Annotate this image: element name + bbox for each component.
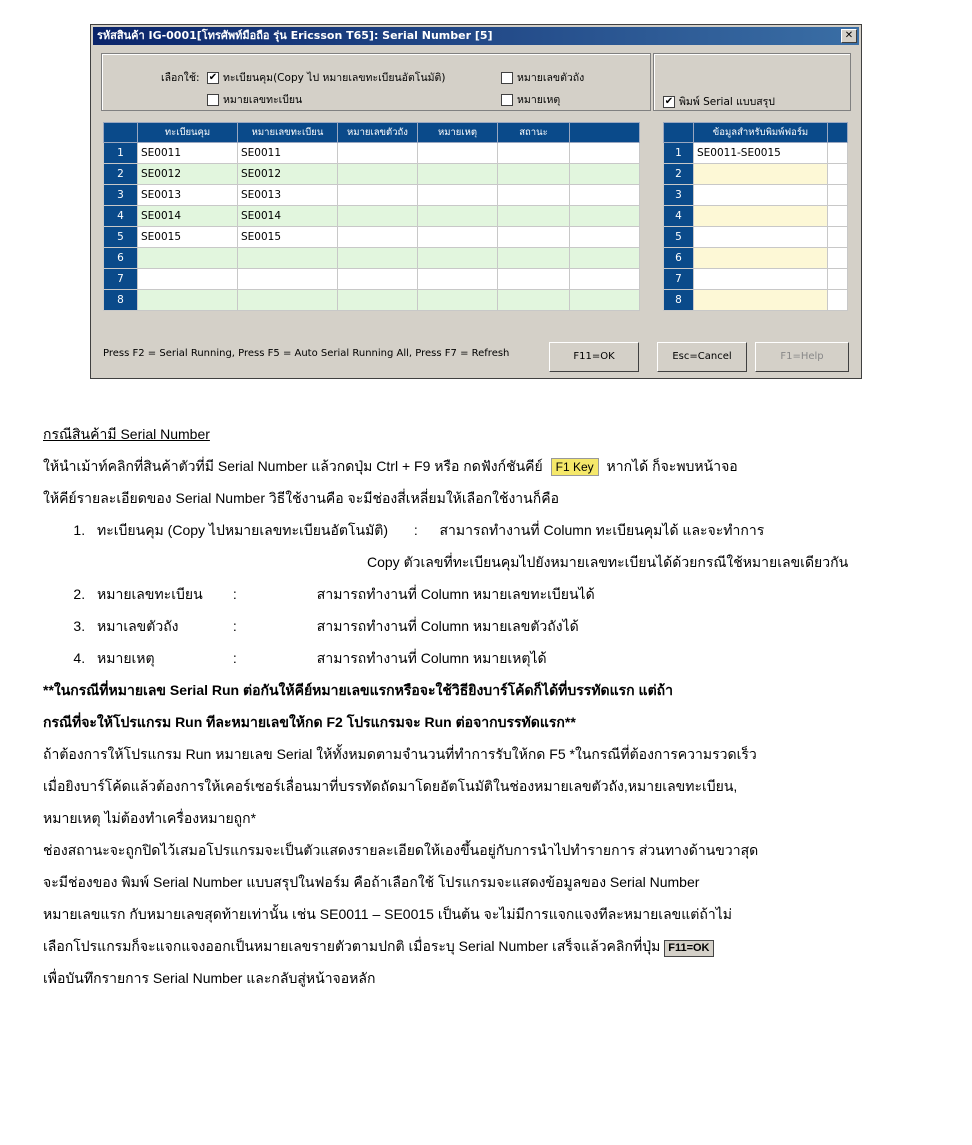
print-header-label[interactable]: ข้อมูลสำหรับพิมพ์ฟอร์ม xyxy=(694,123,828,143)
row-number: 6 xyxy=(104,248,138,269)
print-extra-cell xyxy=(828,290,848,311)
status-cell xyxy=(498,164,570,185)
print-extra-cell xyxy=(828,164,848,185)
grid-header-remark[interactable]: หมายเหตุ xyxy=(418,123,498,143)
list-item[interactable] xyxy=(664,185,848,206)
item-name: หมายเลขทะเบียน xyxy=(97,586,203,602)
reg-no-checkbox[interactable] xyxy=(207,91,302,108)
status-cell xyxy=(498,206,570,227)
reg-copy-label: ทะเบียนคุม(Copy ไป หมายเลขทะเบียนอัตโนมัติ) xyxy=(223,72,446,84)
select-label: เลือกใช้: xyxy=(161,72,200,84)
intro-paragraph xyxy=(43,450,938,482)
extra-cell xyxy=(570,227,640,248)
regno-cell[interactable]: SE0015 xyxy=(238,227,338,248)
item-name: ทะเบียนคุม (Copy ไปหมายเลขทะเบียนอัตโนมัติ) xyxy=(97,522,389,538)
regno-cell[interactable] xyxy=(238,269,338,290)
extra-cell xyxy=(570,248,640,269)
boxno-cell[interactable] xyxy=(338,269,418,290)
item-separator: : xyxy=(232,618,237,634)
table-row[interactable] xyxy=(104,143,640,164)
print-header-rownum xyxy=(664,123,694,143)
remark-cell[interactable] xyxy=(418,290,498,311)
print-cell[interactable] xyxy=(694,269,828,290)
status-cell xyxy=(498,185,570,206)
paragraph-line: หมายเหตุ ไม่ต้องทำเครื่องหมายถูก* xyxy=(43,810,257,826)
remark-cell[interactable] xyxy=(418,206,498,227)
status-hint: Press F2 = Serial Running, Press F5 = Auto Serial Running All, Press F7 = Refresh xyxy=(103,348,510,359)
paragraph-line: เมื่อยิงบาร์โค้ดแล้วต้องการให้เคอร์เซอร์เลื่อนมาที่บรรทัดถัดมาโดยอัตโนมัติในช่องหมายเลขตัวถัง,หมายเลขทะเบียน, xyxy=(43,778,738,794)
boxno-cell[interactable] xyxy=(338,164,418,185)
table-row[interactable] xyxy=(104,290,640,311)
row-number: 4 xyxy=(664,206,694,227)
paragraph-line: จะมีช่องของ พิมพ์ Serial Number แบบสรุปในฟอร์ม คือถ้าเลือกใช้ โปรแกรมจะแสดงข้อมูลของ Serial Number xyxy=(43,874,700,890)
paragraph-line: ถ้าต้องการให้โปรแกรม Run หมายเลข Serial ให้ทั้งหมดตามจำนวนที่ทำการรับให้กด F5 *ในกรณีที่ต้องการความรวดเร็ว xyxy=(43,746,757,762)
help-button[interactable]: F1=Help xyxy=(755,342,849,372)
regno-cell[interactable]: SE0012 xyxy=(238,164,338,185)
row-number: 2 xyxy=(664,164,694,185)
list-item[interactable] xyxy=(664,143,848,164)
remark-cell[interactable] xyxy=(418,185,498,206)
list-item xyxy=(89,610,938,642)
row-number: 8 xyxy=(104,290,138,311)
remark-cell[interactable] xyxy=(418,164,498,185)
serial-number-dialog xyxy=(90,24,862,379)
box-no-checkbox[interactable] xyxy=(501,69,584,86)
extra-cell xyxy=(570,206,640,227)
print-extra-cell xyxy=(828,269,848,290)
list-item xyxy=(89,642,938,674)
checkbox-box xyxy=(501,94,513,106)
print-summary-checkbox[interactable] xyxy=(663,93,775,110)
table-row[interactable] xyxy=(104,227,640,248)
checkbox-box: ✔ xyxy=(208,71,218,83)
regno-cell[interactable] xyxy=(238,290,338,311)
serial-grid xyxy=(103,122,640,311)
print-header-row xyxy=(664,123,848,143)
paragraph-line: เพื่อบันทึกรายการ Serial Number และกลับสู่หน้าจอหลัก xyxy=(43,970,376,986)
grid-header-reg[interactable]: ทะเบียนคุม xyxy=(138,123,238,143)
regno-cell[interactable]: SE0014 xyxy=(238,206,338,227)
paragraph-text: เลือกโปรแกรมก็จะแจกแจงออกเป็นหมายเลขรายตัวตามปกติ เมื่อระบุ Serial Number เสร็จแล้วคลิกที่ปุ่ม xyxy=(43,938,661,954)
print-cell[interactable] xyxy=(694,290,828,311)
reg-cell[interactable] xyxy=(138,248,238,269)
boxno-cell[interactable] xyxy=(338,227,418,248)
section-heading: กรณีสินค้ามี Serial Number xyxy=(43,426,210,442)
status-cell xyxy=(498,269,570,290)
f1-key-icon: F1 Key xyxy=(551,458,599,476)
reg-cell[interactable]: SE0014 xyxy=(138,206,238,227)
print-cell[interactable] xyxy=(694,227,828,248)
list-item xyxy=(89,514,938,546)
row-number: 8 xyxy=(664,290,694,311)
list-item[interactable] xyxy=(664,290,848,311)
reg-cell[interactable]: SE0013 xyxy=(138,185,238,206)
grid-header-extra xyxy=(570,123,640,143)
boxno-cell[interactable] xyxy=(338,290,418,311)
intro-text-a: ให้นำเม้าท์คลิกที่สินค้าตัวที่มี Serial Number แล้วกดปุ่ม Ctrl + F9 หรือ กดฟังก์ชันคีย์ xyxy=(43,458,543,474)
table-row[interactable] xyxy=(104,185,640,206)
status-cell xyxy=(498,143,570,164)
extra-cell xyxy=(570,164,640,185)
remark-cell[interactable] xyxy=(418,269,498,290)
ok-button[interactable]: F11=OK xyxy=(549,342,639,372)
print-cell[interactable] xyxy=(694,206,828,227)
extra-cell xyxy=(570,143,640,164)
regno-cell[interactable] xyxy=(238,248,338,269)
row-number: 3 xyxy=(104,185,138,206)
table-row[interactable] xyxy=(104,206,640,227)
item-separator: : xyxy=(413,522,418,538)
print-cell[interactable] xyxy=(694,185,828,206)
boxno-cell[interactable] xyxy=(338,248,418,269)
list-item[interactable] xyxy=(664,269,848,290)
paragraph-line: หมายเลขแรก กับหมายเลขสุดท้ายเท่านั้น เช่น SE0011 – SE0015 เป็นต้น จะไม่มีการแจกแจงทีละหมายเลขแต่ถ้าไม่ xyxy=(43,906,732,922)
intro-text-b: หากได้ ก็จะพบหน้าจอ xyxy=(606,458,738,474)
item-name: หมายเหตุ xyxy=(97,650,155,666)
print-extra-cell xyxy=(828,206,848,227)
print-cell[interactable] xyxy=(694,164,828,185)
print-grid xyxy=(663,122,848,311)
row-number: 1 xyxy=(104,143,138,164)
item-desc: สามารถทำงานที่ Column ทะเบียนคุมได้ และจะทำการ xyxy=(439,522,765,538)
row-number: 7 xyxy=(104,269,138,290)
row-number: 4 xyxy=(104,206,138,227)
f11-ok-key-icon: F11=OK xyxy=(664,940,713,957)
table-row[interactable] xyxy=(104,248,640,269)
print-cell[interactable]: SE0011-SE0015 xyxy=(694,143,828,164)
remark-cell[interactable] xyxy=(418,143,498,164)
row-number: 2 xyxy=(104,164,138,185)
reg-cell[interactable] xyxy=(138,269,238,290)
row-number: 1 xyxy=(664,143,694,164)
status-cell xyxy=(498,227,570,248)
extra-cell xyxy=(570,185,640,206)
reg-cell[interactable]: SE0012 xyxy=(138,164,238,185)
row-number: 7 xyxy=(664,269,694,290)
list-item[interactable] xyxy=(664,164,848,185)
note-line-2: กรณีที่จะให้โปรแกรม Run ทีละหมายเลขให้กด F2 โปรแกรมจะ Run ต่อจากบรรทัดแรก** xyxy=(43,714,576,730)
remark-cell[interactable] xyxy=(418,227,498,248)
grid-header-status[interactable]: สถานะ xyxy=(498,123,570,143)
note-line-1: **ในกรณีที่หมายเลข Serial Run ต่อกันให้คีย์หมายเลขแรกหรือจะใช้วิธียิงบาร์โค้ดก็ได้ที่บรรทัดแรก แต่ถ้า xyxy=(43,682,673,698)
regno-cell[interactable]: SE0013 xyxy=(238,185,338,206)
row-number: 5 xyxy=(664,227,694,248)
item-desc: สามารถทำงานที่ Column หมายเลขทะเบียนได้ xyxy=(316,586,595,602)
remark-checkbox[interactable] xyxy=(501,91,560,108)
print-cell[interactable] xyxy=(694,248,828,269)
boxno-cell[interactable] xyxy=(338,185,418,206)
dialog-titlebar xyxy=(93,27,859,45)
grid-header-regno[interactable]: หมายเลขทะเบียน xyxy=(238,123,338,143)
print-header-extra xyxy=(828,123,848,143)
list-item[interactable] xyxy=(664,248,848,269)
boxno-cell[interactable] xyxy=(338,143,418,164)
item-desc: สามารถทำงานที่ Column หมายเลขตัวถังได้ xyxy=(316,618,579,634)
item-name: หมาเลขตัวถัง xyxy=(97,618,179,634)
grid-header-rownum xyxy=(104,123,138,143)
table-row[interactable] xyxy=(104,269,640,290)
reg-copy-checkbox[interactable] xyxy=(207,69,445,86)
close-icon[interactable]: ✕ xyxy=(841,29,857,43)
print-extra-cell xyxy=(828,143,848,164)
document-body xyxy=(43,418,938,994)
print-summary-label: พิมพ์ Serial แบบสรุป xyxy=(679,96,775,108)
remark-cell[interactable] xyxy=(418,248,498,269)
table-row[interactable] xyxy=(104,164,640,185)
extra-cell xyxy=(570,290,640,311)
cancel-button[interactable]: Esc=Cancel xyxy=(657,342,747,372)
extra-cell xyxy=(570,269,640,290)
reg-cell[interactable]: SE0011 xyxy=(138,143,238,164)
boxno-cell[interactable] xyxy=(338,206,418,227)
item-separator: : xyxy=(232,650,237,666)
row-number: 5 xyxy=(104,227,138,248)
regno-cell[interactable]: SE0011 xyxy=(238,143,338,164)
list-item[interactable] xyxy=(664,206,848,227)
print-extra-cell xyxy=(828,227,848,248)
reg-no-label: หมายเลขทะเบียน xyxy=(223,94,303,106)
box-no-label: หมายเลขตัวถัง xyxy=(517,72,585,84)
intro-line-2: ให้คีย์รายละเอียดของ Serial Number วิธีใช้งานคือ จะมีช่องสี่เหลี่ยมให้เลือกใช้งานก็คือ xyxy=(43,490,559,506)
remark-label: หมายเหตุ xyxy=(517,94,561,106)
option-list xyxy=(43,514,938,674)
row-number: 6 xyxy=(664,248,694,269)
checkbox-box: ✔ xyxy=(664,95,674,107)
status-cell xyxy=(498,248,570,269)
grid-header-boxno[interactable]: หมายเลขตัวถัง xyxy=(338,123,418,143)
item-desc: สามารถทำงานที่ Column หมายเหตุได้ xyxy=(316,650,547,666)
row-number: 3 xyxy=(664,185,694,206)
checkbox-box xyxy=(207,94,219,106)
checkbox-box xyxy=(501,72,513,84)
reg-cell[interactable] xyxy=(138,290,238,311)
grid-header-row xyxy=(104,123,640,143)
item-separator: : xyxy=(232,586,237,602)
reg-cell[interactable]: SE0015 xyxy=(138,227,238,248)
item-desc-continued: Copy ตัวเลขที่ทะเบียนคุมไปยังหมายเลขทะเบียนได้ด้วยกรณีใช้หมายเลขเดียวกัน xyxy=(367,554,849,570)
print-extra-cell xyxy=(828,185,848,206)
list-item[interactable] xyxy=(664,227,848,248)
paragraph-line-with-key xyxy=(43,930,938,962)
print-extra-cell xyxy=(828,248,848,269)
status-cell xyxy=(498,290,570,311)
dialog-title: รหัสสินค้า IG-0001[โทรศัพท์มือถือ รุ่น Ericsson T65]: Serial Number [5] xyxy=(97,29,493,42)
list-item xyxy=(89,578,938,610)
paragraph-line: ช่องสถานะจะถูกปิดไว้เสมอโปรแกรมจะเป็นตัวแสดงรายละเอียดให้เองขึ้นอยู่กับการนำไปทำรายการ ส่วนทางด้านขวาสุด xyxy=(43,842,759,858)
